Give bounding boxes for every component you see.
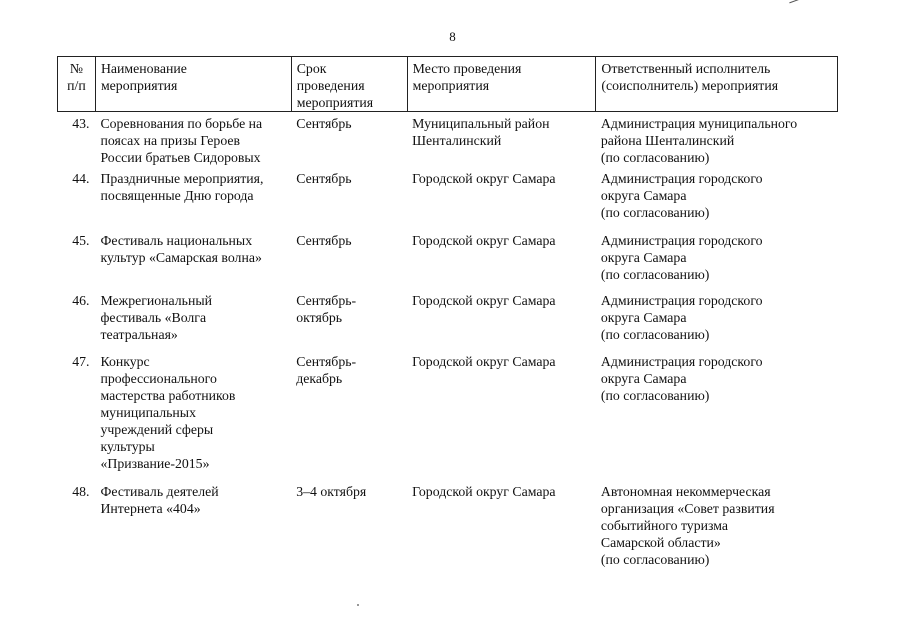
row-number: 48.: [72, 484, 90, 499]
header-responsible: Ответственный исполнитель (соисполнитель) мероприятия: [596, 57, 838, 112]
row-number: 45.: [72, 233, 90, 248]
table-row: [58, 353, 838, 483]
event-place: Городской округ Самара: [412, 293, 556, 308]
event-date: Сентябрь: [296, 171, 352, 186]
event-responsible: Администрация городского округа Самара (по согласованию): [600, 293, 763, 342]
header-event-place: Место проведения мероприятия: [407, 57, 596, 112]
event-responsible: Администрация городского округа Самара (по согласованию): [600, 171, 763, 220]
table-row: [58, 483, 838, 573]
event-place: Городской округ Самара: [412, 233, 556, 248]
table-header-row: [58, 57, 838, 112]
row-number: 44.: [72, 171, 90, 186]
scan-speck: [357, 604, 359, 606]
header-event-name: Наименование мероприятия: [95, 57, 291, 112]
row-number: 46.: [72, 293, 90, 308]
event-date: Сентябрь- октябрь: [296, 293, 357, 325]
event-date: Сентябрь: [296, 116, 352, 131]
event-name: Межрегиональный фестиваль «Волга театральная»: [100, 293, 213, 342]
event-responsible: Администрация городского округа Самара (по согласованию): [600, 233, 763, 282]
event-date: Сентябрь: [296, 233, 352, 248]
event-date: Сентябрь- декабрь: [296, 354, 357, 386]
event-responsible: Администрация городского округа Самара (по согласованию): [600, 354, 763, 403]
header-number: № п/п: [58, 57, 96, 112]
event-name: Фестиваль национальных культур «Самарская волна»: [100, 233, 262, 265]
page-number: 8: [449, 29, 456, 44]
table-row: [58, 232, 838, 292]
event-name: Конкурс профессионального мастерства работников муниципальных учреждений сферы культуры «Призвание-2015»: [100, 354, 236, 471]
event-name: Праздничные мероприятия, посвященные Дню города: [100, 171, 264, 203]
table-row: [58, 112, 838, 171]
table-row: [58, 292, 838, 353]
event-place: Муниципальный район Шенталинский: [412, 116, 550, 148]
event-place: Городской округ Самара: [412, 484, 556, 499]
scan-corner-mark: [789, 0, 802, 3]
event-place: Городской округ Самара: [412, 171, 556, 186]
event-name: Соревнования по борьбе на поясах на призы Героев России братьев Сидоровых: [100, 116, 263, 165]
header-event-date: Срок проведения мероприятия: [291, 57, 407, 112]
row-number: 43.: [72, 116, 90, 131]
event-responsible: Автономная некоммерческая организация «Совет развития событийного туризма Самарской области» (по согласованию): [600, 484, 775, 567]
table-row: [58, 170, 838, 232]
event-responsible: Администрация муниципального района Шенталинский (по согласованию): [600, 116, 798, 165]
events-table: [57, 56, 838, 573]
row-number: 47.: [72, 354, 90, 369]
event-date: 3–4 октября: [296, 484, 367, 499]
event-place: Городской округ Самара: [412, 354, 556, 369]
event-name: Фестиваль деятелей Интернета «404»: [100, 484, 219, 516]
